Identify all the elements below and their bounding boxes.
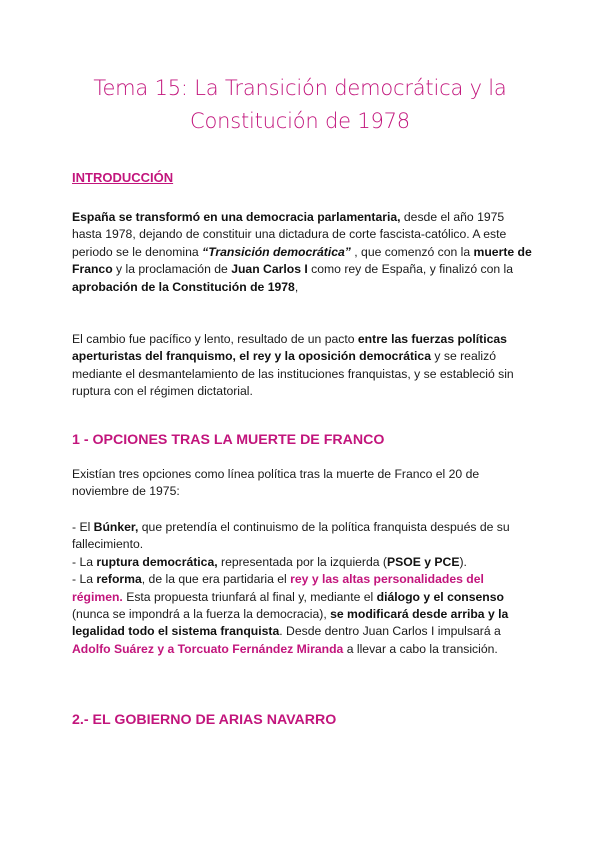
- bold-text: España se transformó en una democracia parlamentaria,: [72, 210, 401, 224]
- section-2-heading: 2.- EL GOBIERNO DE ARIAS NAVARRO: [72, 712, 337, 728]
- text: El cambio fue pacífico y lento, resultado de un pacto: [72, 332, 358, 346]
- title-line-1: Tema 15: La Transición democrática y la: [93, 76, 507, 100]
- text: desde el año 1975 hasta 1978, dejando de constituir una dictadura de corte fascista-católico. A este periodo se le denomina: [72, 210, 507, 259]
- text: y la proclamación de: [112, 262, 232, 277]
- introduction-paragraph-1: [72, 209, 532, 296]
- bold-text: aprobación de la Constitución de 1978: [72, 279, 295, 294]
- text: . Desde dentro Juan Carlos I impulsará a: [279, 624, 501, 639]
- bold-text: entre las fuerzas políticas aperturistas del franquismo, el rey y la oposición democrática: [72, 332, 507, 364]
- introduction-heading: INTRODUCCIÓN: [72, 170, 174, 185]
- list-item-ruptura: [72, 554, 532, 571]
- text: que pretendía el continuismo de la política franquista después de su fallecimiento.: [72, 520, 510, 552]
- section-1-heading: 1 - OPCIONES TRAS LA MUERTE DE FRANCO: [72, 432, 385, 448]
- bold-text: PSOE y PCE: [387, 554, 460, 569]
- bold-text: Búnker,: [93, 520, 139, 534]
- text: - La: [72, 572, 97, 587]
- bold-text: muerte de Franco: [72, 244, 532, 277]
- section-1-options-list: [72, 519, 532, 658]
- bold-text: reforma: [96, 572, 142, 587]
- text: - El: [72, 520, 94, 534]
- text: , de la que era partidaria el: [141, 572, 291, 587]
- text: y se realizó mediante el desmantelamiento de las instituciones franquistas, y se estableció sin ruptura con el régimen dictatorial.: [72, 349, 514, 399]
- title-line-2: Constitución de 1978: [190, 109, 410, 133]
- text: - La: [72, 554, 97, 569]
- bold-italic-text: “Transición democrática”: [202, 244, 351, 259]
- text: , que comenzó con la: [350, 244, 474, 259]
- text: ,: [294, 279, 299, 294]
- text: ).: [459, 554, 467, 569]
- introduction-paragraph-2: [72, 331, 532, 401]
- highlighted-text: rey y las altas personalidades del régimen.: [72, 572, 484, 604]
- text: Esta propuesta triunfará al final y, mediante el: [122, 589, 377, 604]
- bold-text: diálogo y el consenso: [376, 589, 504, 604]
- bold-text: Juan Carlos I: [231, 262, 308, 277]
- text: como rey de España, y finalizó con la: [307, 262, 514, 277]
- text: representada por la izquierda (: [217, 554, 387, 569]
- text: a llevar a cabo la transición.: [343, 641, 498, 656]
- text: (nunca se impondrá a la fuerza la democracia),: [72, 607, 331, 622]
- list-item-bunker: [72, 519, 532, 554]
- list-item-reforma: [72, 571, 532, 658]
- page-title: [60, 72, 540, 138]
- section-1-intro: Existían tres opciones como línea política tras la muerte de Franco el 20 de noviembre de 1975:: [72, 467, 480, 499]
- bold-text: ruptura democrática,: [96, 554, 218, 569]
- bold-text: se modificará desde arriba y la legalidad todo el sistema franquista: [72, 607, 509, 639]
- highlighted-text: Adolfo Suárez y a Torcuato Fernández Miranda: [72, 641, 344, 656]
